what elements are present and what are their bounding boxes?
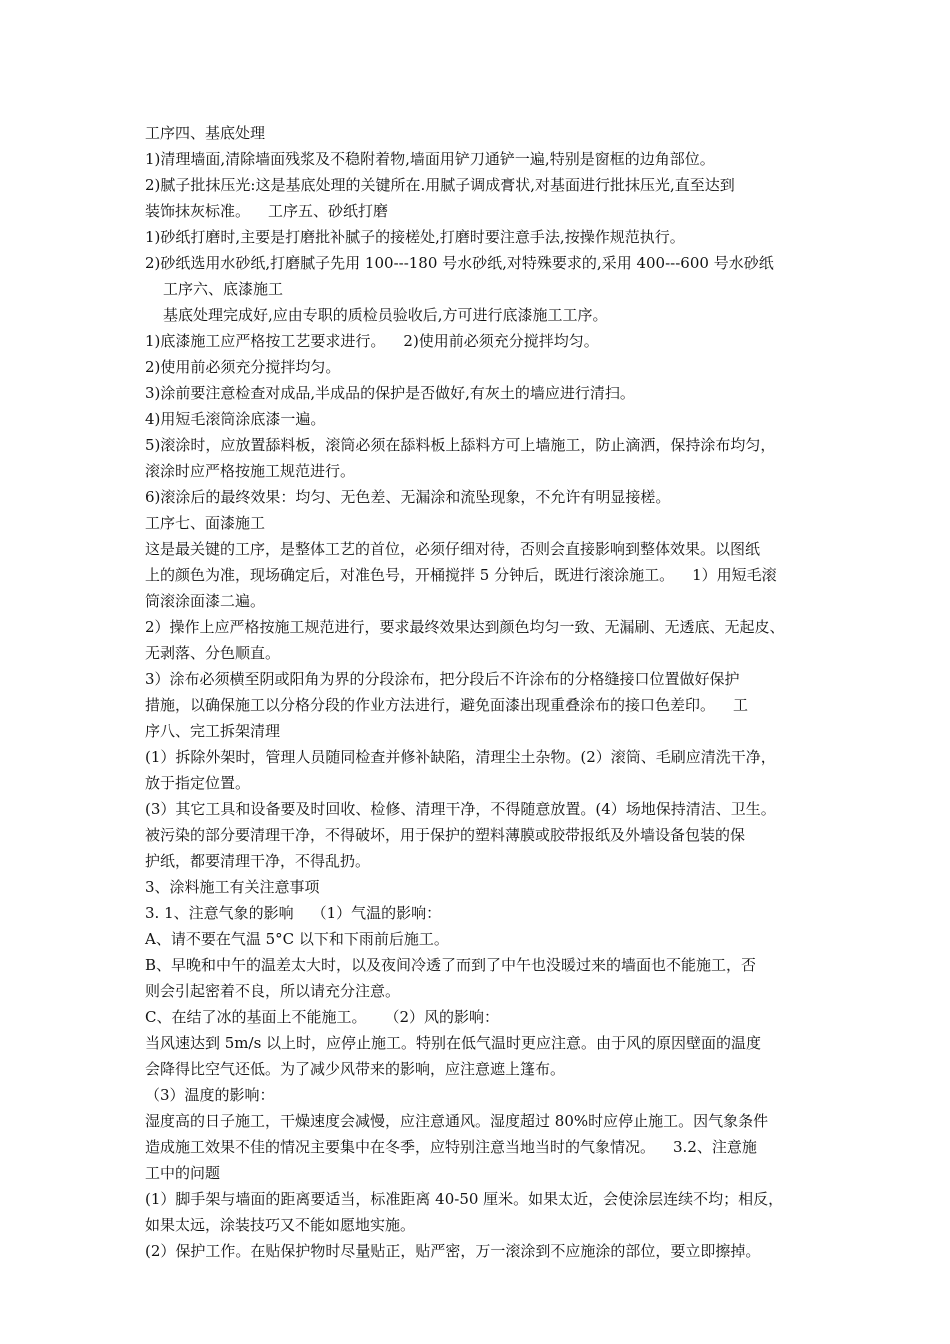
line-text: 上的颜色为准，现场确定后，对准色号，开桶搅拌 5 分钟后，既进行滚涂施工。 (145, 566, 675, 584)
line-text-continued: 3.2、注意施 (673, 1138, 757, 1156)
line-text: 如果太远，涂装技巧又不能如愿地实施。 (145, 1216, 416, 1234)
line-text: C、在结了冰的基面上不能施工。 (145, 1008, 367, 1026)
text-line (145, 770, 825, 796)
line-text: 2）操作上应严格按施工规范进行，要求最终效果达到颜色均匀一致、无漏刷、无透底、无起皮、 (145, 618, 785, 636)
text-line (145, 198, 825, 224)
text-line (145, 1082, 825, 1108)
line-text: 4)用短毛滚筒涂底漆一遍。 (145, 410, 326, 428)
line-text: 则会引起密着不良，所以请充分注意。 (145, 982, 401, 1000)
text-line (145, 302, 825, 328)
text-line (145, 614, 825, 640)
text-line (145, 926, 825, 952)
line-text: 当风速达到 5m/s 以上时，应停止施工。特别在低气温时更应注意。由于风的原因壁面的温度 (145, 1034, 762, 1052)
line-text: 1)砂纸打磨时,主要是打磨批补腻子的接槎处,打磨时要注意手法,按操作规范执行。 (145, 228, 685, 246)
text-line (145, 1030, 825, 1056)
text-line (145, 276, 825, 302)
line-text: 2)使用前必须充分搅拌均匀。 (145, 358, 341, 376)
line-text: 3. 1、注意气象的影响 (145, 904, 294, 922)
document-body (145, 120, 825, 1264)
line-text: A、请不要在气温 5°C 以下和下雨前后施工。 (145, 930, 449, 948)
text-line (145, 744, 825, 770)
line-text: 2)腻子批抹压光:这是基底处理的关键所在.用腻子调成膏状,对基面进行批抹压光,直至达到 (145, 176, 735, 194)
line-text: 2)砂纸选用水砂纸,打磨腻子先用 100---180 号水砂纸,对特殊要求的,采用 400---600 号水砂纸 (145, 254, 774, 272)
line-text: (1）脚手架与墙面的距离要适当，标准距离 40-50 厘米。如果太近，会使涂层连续不均；相反， (145, 1190, 784, 1208)
text-line (145, 432, 825, 458)
line-text-continued: 2)使用前必须充分搅拌均匀。 (403, 332, 599, 350)
line-text: 筒滚涂面漆二遍。 (145, 592, 266, 610)
text-line (145, 380, 825, 406)
line-text: 工序六、底漆施工 (163, 280, 284, 298)
text-line (145, 692, 825, 718)
text-line (145, 640, 825, 666)
text-line (145, 1004, 825, 1030)
line-text: 6)滚涂后的最终效果：均匀、无色差、无漏涂和流坠现象，不允许有明显接槎。 (145, 488, 671, 506)
text-line (145, 224, 825, 250)
line-text-continued: （1）气温的影响： (311, 904, 442, 922)
line-text: 护纸，都要清理干净，不得乱扔。 (145, 852, 371, 870)
text-line (145, 822, 825, 848)
line-text: 放于指定位置。 (145, 774, 251, 792)
text-line (145, 120, 825, 146)
line-text: 无剥落、分色顺直。 (145, 644, 281, 662)
text-line (145, 354, 825, 380)
text-line (145, 1238, 825, 1264)
line-text-continued: 1）用短毛滚 (692, 566, 777, 584)
text-line (145, 458, 825, 484)
line-text-continued: （2）风的影响： (384, 1008, 500, 1026)
line-text: 被污染的部分要清理干净，不得破坏，用于保护的塑料薄膜或胶带报纸及外墙设备包装的保 (145, 826, 746, 844)
line-text-continued: 工 (733, 696, 749, 714)
text-line (145, 978, 825, 1004)
line-text: 工中的问题 (145, 1164, 221, 1182)
text-line (145, 666, 825, 692)
text-line (145, 510, 825, 536)
line-text: (2）保护工作。在贴保护物时尽量贴正，贴严密，万一滚涂到不应施涂的部位，要立即擦掉。 (145, 1242, 761, 1260)
text-line (145, 406, 825, 432)
text-line (145, 952, 825, 978)
line-text: 1)清理墙面,清除墙面残浆及不稳附着物,墙面用铲刀通铲一遍,特别是窗框的边角部位。 (145, 150, 715, 168)
line-text: 装饰抹灰标准。 (145, 202, 251, 220)
line-text: 造成施工效果不佳的情况主要集中在冬季，应特别注意当地当时的气象情况。 (145, 1138, 656, 1156)
text-line (145, 718, 825, 744)
text-line (145, 1108, 825, 1134)
line-text: （3）温度的影响： (145, 1086, 275, 1104)
text-line (145, 1212, 825, 1238)
text-line (145, 588, 825, 614)
text-line (145, 250, 825, 276)
text-line (145, 484, 825, 510)
line-text: 3）涂布必须横至阴或阳角为界的分段涂布，把分段后不许涂布的分格缝接口位置做好保护 (145, 670, 740, 688)
line-text-continued: 工序五、砂纸打磨 (268, 202, 389, 220)
text-line (145, 328, 825, 354)
line-text: (1）拆除外架时，管理人员随同检查并修补缺陷，清理尘土杂物。(2）滚筒、毛刷应清洗干净， (145, 748, 776, 766)
line-text: 基底处理完成好,应由专职的质检员验收后,方可进行底漆施工工序。 (163, 306, 608, 324)
text-line (145, 1186, 825, 1212)
text-line (145, 562, 825, 588)
line-text: 滚涂时应严格按施工规范进行。 (145, 462, 356, 480)
line-text: B、早晚和中午的温差太大时，以及夜间冷透了而到了中午也没暖过来的墙面也不能施工，否 (145, 956, 757, 974)
line-text: 工序四、基底处理 (145, 124, 266, 142)
text-line (145, 796, 825, 822)
text-line (145, 874, 825, 900)
line-text: 这是最关键的工序，是整体工艺的首位，必须仔细对待，否则会直接影响到整体效果。以图纸 (145, 540, 761, 558)
text-line (145, 900, 825, 926)
line-text: 序八、完工拆架清理 (145, 722, 281, 740)
line-text: 3、涂料施工有关注意事项 (145, 878, 320, 896)
line-text: 会降得比空气还低。为了减少风带来的影响，应注意遮上篷布。 (145, 1060, 566, 1078)
line-text: 湿度高的日子施工，干燥速度会减慢，应注意通风。湿度超过 80%时应停止施工。因气象条件 (145, 1112, 769, 1130)
line-text: 5)滚涂时，应放置舔料板，滚筒必须在舔料板上舔料方可上墙施工，防止滴洒，保持涂布均匀， (145, 436, 776, 454)
text-line (145, 172, 825, 198)
line-text: 措施，以确保施工以分格分段的作业方法进行，避免面漆出现重叠涂布的接口色差印。 (145, 696, 716, 714)
text-line (145, 1160, 825, 1186)
line-text: 3)涂前要注意检查对成品,半成品的保护是否做好,有灰土的墙应进行清扫。 (145, 384, 635, 402)
line-text: (3）其它工具和设备要及时回收、检修、清理干净，不得随意放置。(4）场地保持清洁、卫生。 (145, 800, 776, 818)
text-line (145, 848, 825, 874)
text-line (145, 146, 825, 172)
text-line (145, 1056, 825, 1082)
line-text: 1)底漆施工应严格按工艺要求进行。 (145, 332, 386, 350)
line-text: 工序七、面漆施工 (145, 514, 266, 532)
text-line (145, 536, 825, 562)
text-line (145, 1134, 825, 1160)
